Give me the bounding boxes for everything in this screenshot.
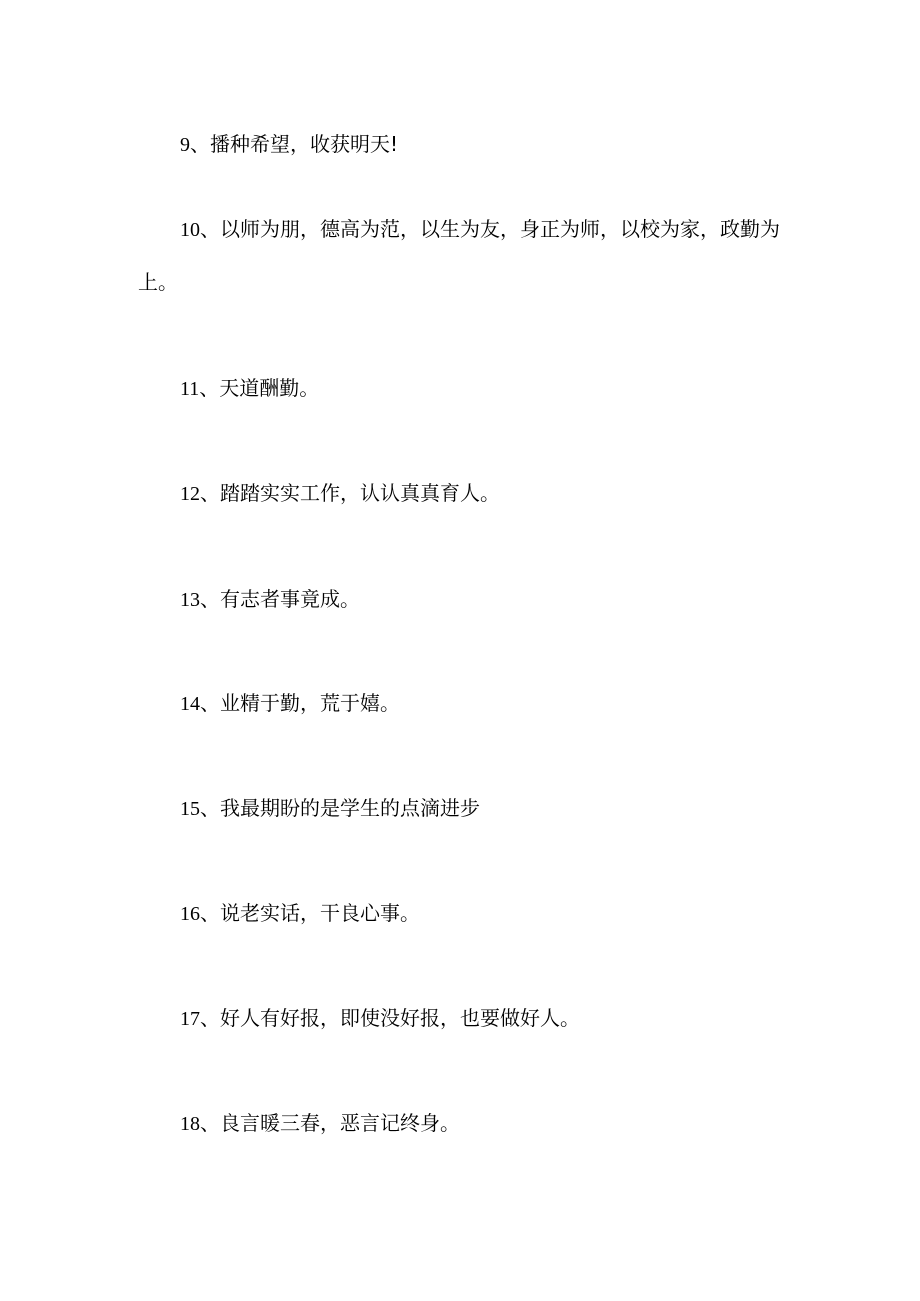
- item-number: 12: [180, 483, 200, 505]
- item-number: 14: [180, 693, 200, 715]
- item-number: 10: [180, 219, 200, 241]
- item-separator: 、: [190, 132, 210, 156]
- item-text: 说老实话，干良心事。: [220, 901, 420, 925]
- item-separator: 、: [200, 587, 220, 611]
- item-number: 9: [180, 134, 190, 156]
- item-separator: 、: [200, 217, 220, 241]
- list-item: [138, 573, 798, 626]
- item-text: 我最期盼的是学生的点滴进步: [220, 796, 480, 820]
- item-number: 18: [180, 1113, 200, 1135]
- list-item: [138, 782, 798, 835]
- item-text: 良言暖三春，恶言记终身。: [220, 1111, 460, 1135]
- item-text: 好人有好报，即使没好报，也要做好人。: [220, 1006, 580, 1030]
- item-number: 17: [180, 1008, 200, 1030]
- list-item: [138, 203, 798, 308]
- item-number: 11: [180, 378, 200, 400]
- list-item: [138, 677, 798, 730]
- item-number: 15: [180, 798, 200, 820]
- item-separator: 、: [200, 481, 220, 505]
- item-number: 13: [180, 589, 200, 611]
- list-item: [138, 992, 798, 1045]
- list-item: [138, 467, 798, 520]
- item-text: 业精于勤，荒于嬉。: [220, 691, 400, 715]
- item-separator: 、: [200, 691, 220, 715]
- item-separator: 、: [200, 1006, 220, 1030]
- item-text: 有志者事竟成。: [220, 587, 360, 611]
- item-text: 踏踏实实工作，认认真真育人。: [220, 481, 500, 505]
- item-text: 以师为朋，德高为范，以生为友，身正为师，以校为家，政勤为上。: [138, 217, 780, 294]
- item-separator: 、: [200, 901, 220, 925]
- item-number: 16: [180, 903, 200, 925]
- item-separator: 、: [200, 796, 220, 820]
- item-text: 天道酬勤。: [219, 376, 320, 400]
- item-separator: 、: [199, 376, 220, 400]
- list-item: [138, 1097, 798, 1150]
- item-text: 播种希望，收获明天!: [210, 132, 399, 156]
- list-item: [138, 362, 798, 415]
- item-separator: 、: [200, 1111, 220, 1135]
- list-item: [138, 118, 798, 171]
- list-item: [138, 887, 798, 940]
